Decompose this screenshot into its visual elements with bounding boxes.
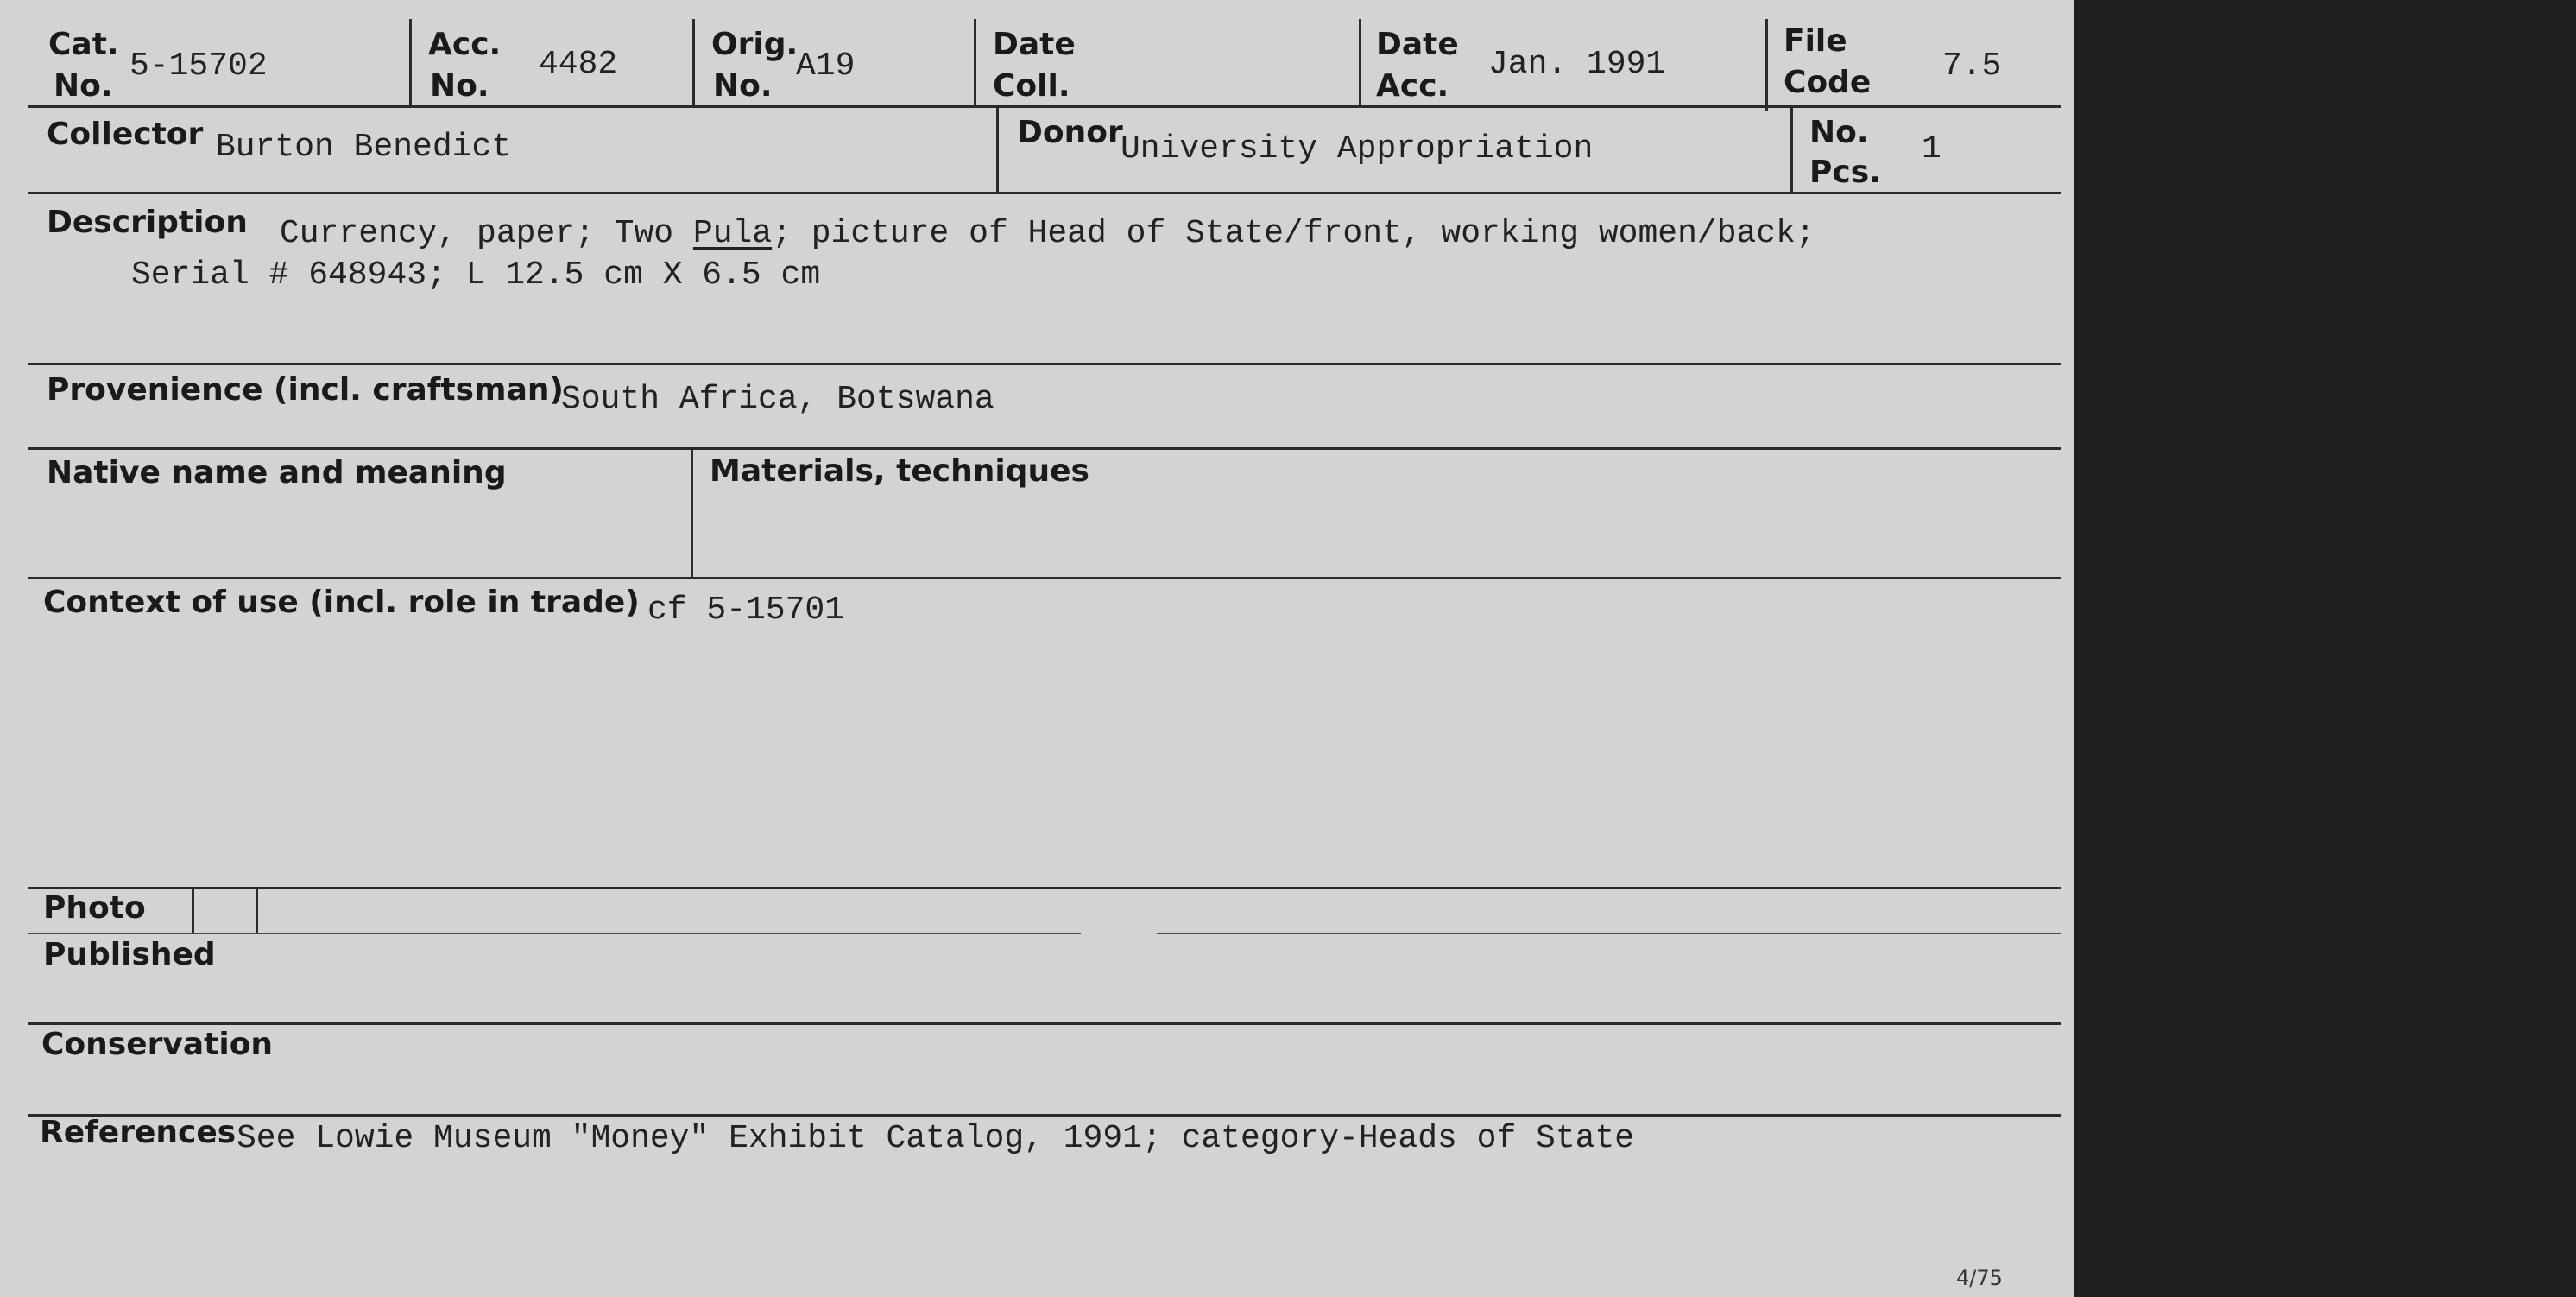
form-code: 4/75 — [1956, 1266, 2003, 1290]
collector-label: Collector — [47, 117, 204, 152]
description-line-1-pre: Currency, paper; Two — [280, 215, 693, 252]
description-bottom-rule — [28, 363, 2061, 365]
header-divider-5 — [1765, 19, 1768, 111]
native-name-label: Native name and meaning — [47, 455, 507, 490]
donor-pcs-divider — [1790, 107, 1793, 193]
description-label: Description — [47, 205, 248, 240]
references-top-rule — [28, 1114, 2061, 1117]
acc-no-value: 4482 — [539, 46, 618, 83]
photo-bottom-rule-left — [28, 933, 1081, 934]
orig-no-label-1: Orig. — [711, 27, 799, 62]
acc-no-label-1: Acc. — [428, 27, 502, 62]
header-divider-3 — [974, 19, 976, 107]
orig-no-label-2: No. — [713, 68, 773, 104]
collector-row-bottom-rule — [28, 192, 2061, 194]
description-line-1-post: ; picture of Head of State/front, working women/back; — [772, 215, 1815, 252]
orig-no-value: A19 — [796, 47, 856, 85]
header-divider-4 — [1359, 19, 1361, 107]
description-underlined-word: Pula — [692, 215, 773, 252]
provenience-label: Provenience (incl. craftsman) — [47, 372, 564, 408]
pcs-label-2: Pcs. — [1809, 155, 1881, 190]
materials-label: Materials, techniques — [710, 453, 1089, 489]
provenience-value: South Africa, Botswana — [561, 381, 994, 418]
conservation-top-rule — [28, 1022, 2061, 1025]
acc-no-label-2: No. — [430, 68, 489, 104]
pcs-label-1: No. — [1809, 115, 1869, 150]
cat-no-value: 5-15702 — [129, 47, 268, 85]
date-acc-label-1: Date — [1376, 27, 1459, 62]
header-bottom-rule — [28, 105, 2061, 108]
provenience-bottom-rule — [28, 447, 2061, 450]
photo-box-divider-2 — [256, 889, 258, 933]
photo-top-rule — [28, 887, 2061, 889]
date-acc-value: Jan. 1991 — [1488, 46, 1666, 83]
collector-value: Burton Benedict — [216, 129, 512, 166]
date-coll-label-2: Coll. — [993, 68, 1070, 104]
description-line-1 — [280, 214, 1815, 254]
published-label: Published — [43, 937, 216, 972]
native-materials-divider — [691, 449, 693, 579]
references-label: References — [40, 1115, 237, 1150]
photo-box-divider-1 — [192, 889, 194, 933]
donor-value: University Appropriation — [1121, 130, 1594, 168]
context-value: cf 5-15701 — [647, 592, 845, 629]
conservation-label: Conservation — [41, 1027, 274, 1062]
cat-no-label-2: No. — [54, 68, 113, 104]
header-divider-2 — [692, 19, 695, 107]
description-line-2: Serial # 648943; L 12.5 cm X 6.5 cm — [131, 256, 821, 294]
native-row-bottom-rule — [28, 577, 2061, 579]
pcs-value: 1 — [1922, 130, 1941, 168]
date-coll-label-1: Date — [993, 27, 1076, 62]
cat-no-label-1: Cat. — [48, 27, 119, 62]
date-acc-label-2: Acc. — [1376, 68, 1449, 104]
file-code-label-1: File — [1784, 23, 1847, 59]
header-divider-1 — [409, 19, 412, 107]
donor-label: Donor — [1017, 115, 1123, 150]
context-label: Context of use (incl. role in trade) — [43, 585, 640, 620]
references-value: See Lowie Museum "Money" Exhibit Catalog, 1991; category-Heads of State — [237, 1120, 1635, 1157]
photo-label: Photo — [43, 890, 146, 926]
file-code-label-2: Code — [1784, 65, 1872, 100]
collector-donor-divider — [996, 107, 999, 193]
file-code-value: 7.5 — [1942, 47, 2002, 85]
photo-bottom-rule-right — [1157, 933, 2061, 934]
